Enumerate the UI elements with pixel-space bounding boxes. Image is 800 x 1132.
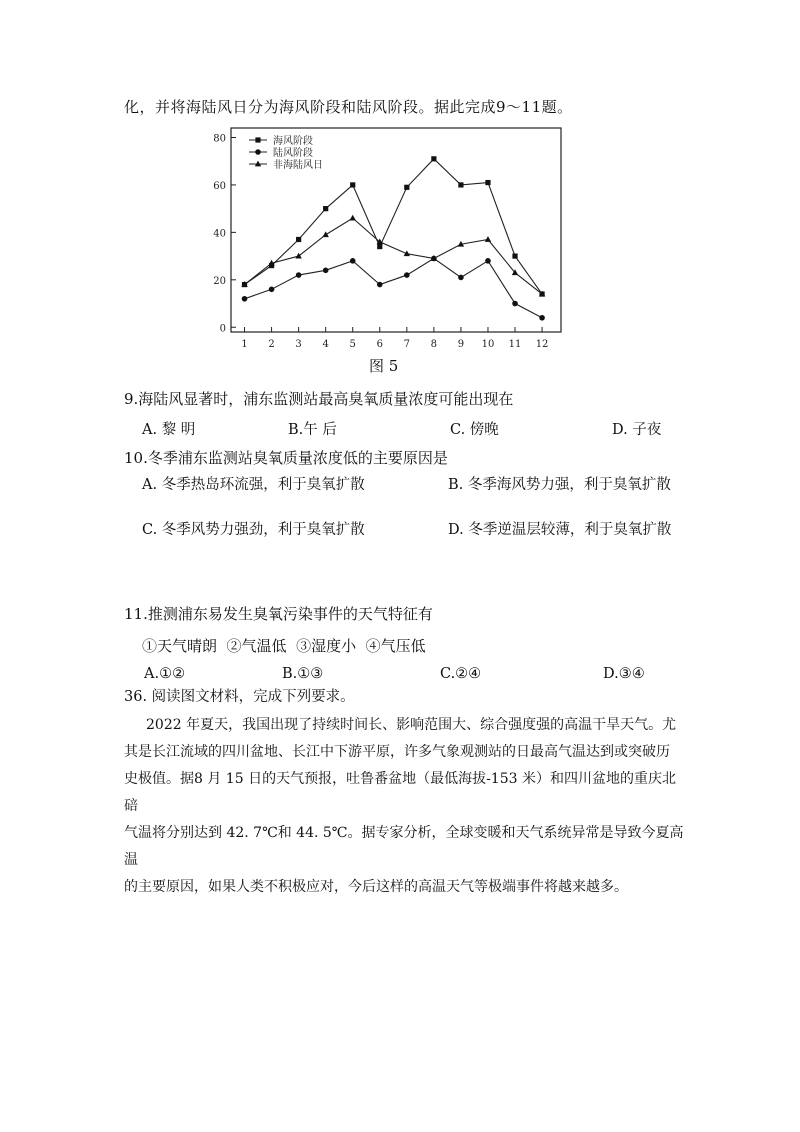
line-chart — [205, 122, 575, 354]
q36-paragraph-line-1: 2022 年夏天，我国出现了持续时间长、影响范围大、综合强度强的高温干旱天气。尤 — [146, 717, 677, 733]
q9-option-c: C. 傍晚 — [450, 422, 499, 438]
q10-option-d: D. 冬季逆温层较薄，利于臭氧扩散 — [448, 522, 672, 538]
q11-option-c: C.②④ — [440, 666, 482, 682]
data-point — [512, 301, 518, 307]
y-tick-label: 20 — [213, 275, 226, 287]
data-point — [512, 253, 517, 258]
y-tick-label: 0 — [219, 323, 226, 335]
legend-label: 海风阶段 — [273, 136, 313, 147]
q36-paragraph-line-2: 其是长江流域的四川盆地、长江中下游平原，许多气象观测站的日最高气温达到或突破历 — [124, 744, 670, 760]
data-point — [296, 237, 301, 242]
y-tick-label: 80 — [213, 133, 226, 145]
x-tick-label: 4 — [322, 339, 329, 350]
intro-text: 化，并将海陆风日分为海风阶段和陆风阶段。据此完成9～11题。 — [124, 98, 573, 116]
legend-entry — [249, 146, 313, 159]
data-point — [242, 296, 248, 302]
x-tick-label: 1 — [241, 339, 248, 350]
data-point — [323, 268, 329, 274]
data-point — [323, 206, 328, 211]
q36-stem: 36. 阅读图文材料，完成下列要求。 — [124, 689, 355, 705]
q9-option-d: D. 子夜 — [612, 422, 662, 438]
series-line — [245, 218, 543, 294]
series-line — [245, 258, 543, 317]
legend-marker — [255, 137, 260, 142]
figure-caption: 图 5 — [369, 357, 399, 375]
data-point — [485, 258, 491, 264]
x-tick-label: 11 — [508, 339, 522, 350]
series-2 — [242, 256, 545, 321]
data-point — [404, 272, 410, 278]
series-line — [245, 159, 543, 294]
legend-entry — [249, 158, 323, 171]
q9-option-b: B.午 后 — [288, 422, 337, 438]
data-point — [322, 231, 328, 237]
x-tick-label: 2 — [268, 339, 275, 350]
legend-entry — [249, 134, 313, 147]
data-point — [431, 156, 436, 161]
data-point — [377, 244, 382, 249]
q36-paragraph-line-3: 史极值。据8 月 15 日的天气预报，吐鲁番盆地（最低海拔-153 米）和四川盆地的重庆北碚 — [124, 771, 676, 814]
y-tick-label: 60 — [213, 180, 226, 192]
data-point — [458, 182, 463, 187]
q11-option-d: D.③④ — [603, 666, 645, 682]
series-3 — [241, 215, 545, 297]
data-point — [350, 258, 356, 264]
x-tick-label: 6 — [376, 339, 383, 350]
q10-option-c: C. 冬季风势力强劲，利于臭氧扩散 — [142, 522, 365, 538]
x-tick-label: 10 — [481, 339, 495, 350]
series-1 — [242, 156, 545, 296]
data-point — [295, 253, 301, 259]
q36-paragraph — [124, 712, 684, 901]
data-point — [458, 275, 464, 281]
q10-option-a: A. 冬季热岛环流强，利于臭氧扩散 — [142, 477, 365, 493]
x-tick-label: 12 — [535, 339, 549, 350]
q11-option-a: A.①② — [144, 666, 186, 682]
q9-stem: 9.海陆风显著时，浦东监测站最高臭氧质量浓度可能出现在 — [124, 390, 514, 408]
q11-stem: 11.推测浦东易发生臭氧污染事件的天气特征有 — [124, 605, 433, 623]
x-tick-label: 8 — [430, 339, 438, 350]
legend-label: 非海陆风日 — [273, 160, 323, 171]
x-tick-label: 9 — [457, 339, 465, 350]
data-point — [350, 182, 355, 187]
y-tick-label: 40 — [213, 228, 226, 240]
q10-option-b: B. 冬季海风势力强，利于臭氧扩散 — [448, 477, 671, 493]
x-tick-label: 7 — [403, 339, 411, 350]
data-point — [350, 215, 356, 221]
q10-stem: 10.冬季浦东监测站臭氧质量浓度低的主要原因是 — [124, 449, 448, 467]
data-point — [404, 185, 409, 190]
q36-paragraph-line-4: 气温将分别达到 42. 7℃和 44. 5℃。据专家分析，全球变暖和天气系统异常是导致今夏高温 — [124, 825, 684, 868]
data-point — [485, 180, 490, 185]
q36-paragraph-line-5: 的主要原因，如果人类不积极应对，今后这样的高温天气等极端事件将越来越多。 — [124, 879, 628, 895]
data-point — [485, 236, 491, 242]
data-point — [296, 272, 302, 278]
q9-option-a: A. 黎 明 — [142, 422, 196, 438]
data-point — [269, 287, 275, 293]
x-tick-label: 5 — [349, 339, 356, 350]
legend-label: 陆风阶段 — [273, 148, 313, 159]
figure-5-chart — [205, 122, 575, 354]
q11-items: ①天气晴朗 ②气温低 ③湿度小 ④气压低 — [142, 637, 426, 655]
data-point — [377, 282, 383, 288]
q11-option-b: B.①③ — [282, 666, 324, 682]
data-point — [539, 315, 545, 321]
legend-marker — [255, 149, 261, 155]
x-tick-label: 3 — [295, 339, 302, 350]
